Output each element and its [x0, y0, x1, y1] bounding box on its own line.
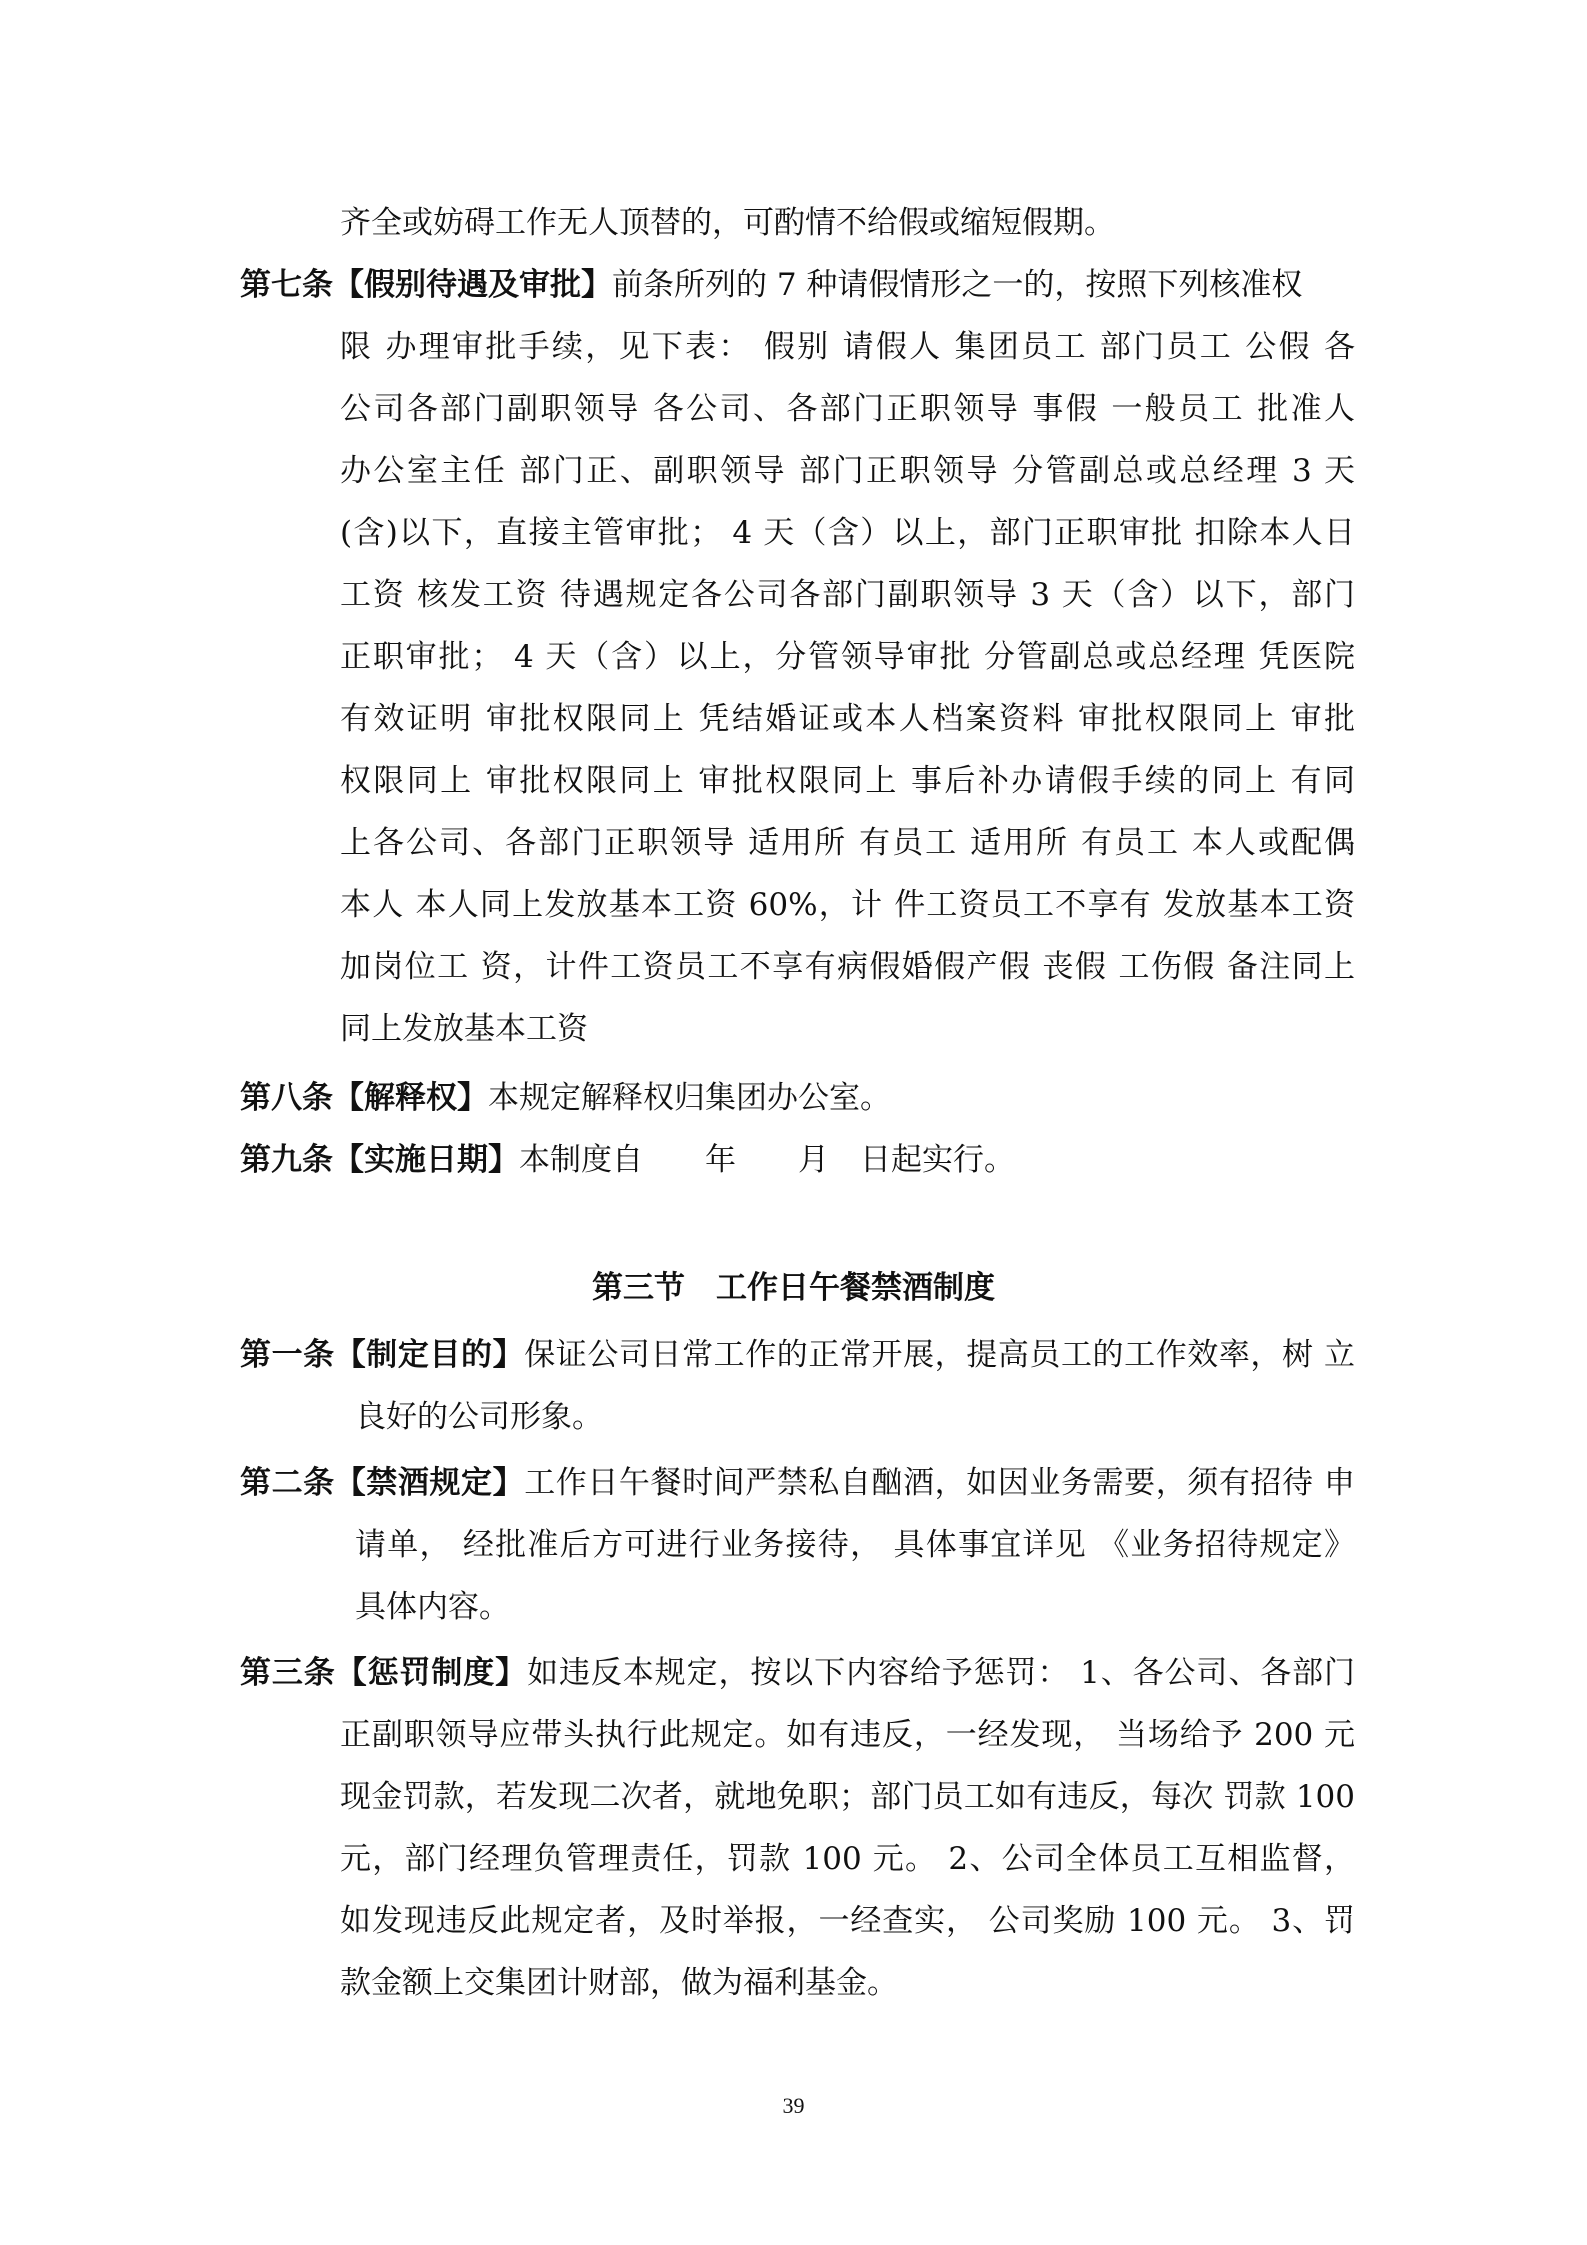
article-text: 本制度自 年 月 日起实行。 — [519, 1142, 1015, 1178]
article-text: 工作日午餐时间严禁私自酗酒，如因业务需要，须有招待 申 — [524, 1465, 1356, 1501]
article-label: 第七条【假别待遇及审批】 — [240, 267, 612, 303]
section3-article-2-first-line — [240, 1463, 1355, 1503]
paragraph-line: 请单， 经批准后方可进行业务接待， 具体事宜详见 《业务招待规定》 — [355, 1527, 1355, 1563]
paragraph-line: 加岗位工 资，计件工资员工不享有病假婚假产假 丧假 工伤假 备注同上 — [340, 949, 1355, 985]
section3-article-3-first-line — [240, 1653, 1355, 1693]
paragraph-line: 正副职领导应带头执行此规定。如有违反，一经发现， 当场给予 200 元 — [340, 1717, 1355, 1753]
article-label: 第二条【禁酒规定】 — [240, 1465, 525, 1501]
paragraph-line: 元，部门经理负管理责任，罚款 100 元。 2、公司全体员工互相监督， — [340, 1841, 1355, 1877]
paragraph-line: 工资 核发工资 待遇规定各公司各部门副职领导 3 天（含）以下，部门 — [340, 577, 1355, 613]
article-text: 本规定解释权归集团办公室。 — [488, 1080, 891, 1116]
article-8-line — [240, 1078, 1355, 1118]
paragraph-line: 公司各部门副职领导 各公司、各部门正职领导 事假 一般员工 批准人 — [340, 391, 1355, 427]
paragraph-line: 现金罚款，若发现二次者，就地免职；部门员工如有违反，每次 罚款 100 — [340, 1779, 1355, 1815]
paragraph-line: 同上发放基本工资 — [340, 1011, 588, 1047]
article-text: 前条所列的 7 种请假情形之一的，按照下列核准权 — [612, 267, 1303, 303]
paragraph-line: 限 办理审批手续，见下表： 假别 请假人 集团员工 部门员工 公假 各 — [340, 329, 1355, 365]
article-label: 第八条【解释权】 — [240, 1080, 488, 1116]
section3-article-1-first-line — [240, 1335, 1355, 1375]
article-label: 第一条【制定目的】 — [240, 1337, 525, 1373]
paragraph-line: (含)以下，直接主管审批； 4 天（含）以上，部门正职审批 扣除本人日 — [340, 515, 1355, 551]
paragraph-line: 权限同上 审批权限同上 审批权限同上 事后补办请假手续的同上 有同 — [340, 763, 1355, 799]
paragraph-line: 正职审批； 4 天（含）以上，分管领导审批 分管副总或总经理 凭医院 — [340, 639, 1355, 675]
article-text: 保证公司日常工作的正常开展，提高员工的工作效率，树 立 — [524, 1337, 1356, 1373]
article-label: 第三条【惩罚制度】 — [240, 1655, 528, 1691]
paragraph-line: 款金额上交集团计财部，做为福利基金。 — [340, 1965, 898, 2001]
paragraph-line: 上各公司、各部门正职领导 适用所 有员工 适用所 有员工 本人或配偶 — [340, 825, 1355, 861]
paragraph-line: 良好的公司形象。 — [355, 1399, 603, 1435]
paragraph-line: 齐全或妨碍工作无人顶替的，可酌情不给假或缩短假期。 — [340, 205, 1115, 241]
paragraph-line: 有效证明 审批权限同上 凭结婚证或本人档案资料 审批权限同上 审批 — [340, 701, 1355, 737]
paragraph-line: 如发现违反此规定者，及时举报，一经查实， 公司奖励 100 元。 3、罚 — [340, 1903, 1355, 1939]
page-number: 39 — [782, 2093, 805, 2118]
article-text: 如违反本规定，按以下内容给予惩罚： 1、各公司、各部门 — [527, 1655, 1356, 1691]
paragraph-line: 办公室主任 部门正、副职领导 部门正职领导 分管副总或总经理 3 天 — [340, 453, 1355, 489]
article-9-line — [240, 1140, 1355, 1180]
paragraph-line: 本人 本人同上发放基本工资 60%，计 件工资员工不享有 发放基本工资 — [340, 887, 1355, 923]
article-label: 第九条【实施日期】 — [240, 1142, 519, 1178]
article-7-first-line — [240, 265, 1355, 305]
paragraph-line: 具体内容。 — [355, 1589, 510, 1625]
section-heading: 第三节 工作日午餐禁酒制度 — [592, 1270, 995, 1306]
